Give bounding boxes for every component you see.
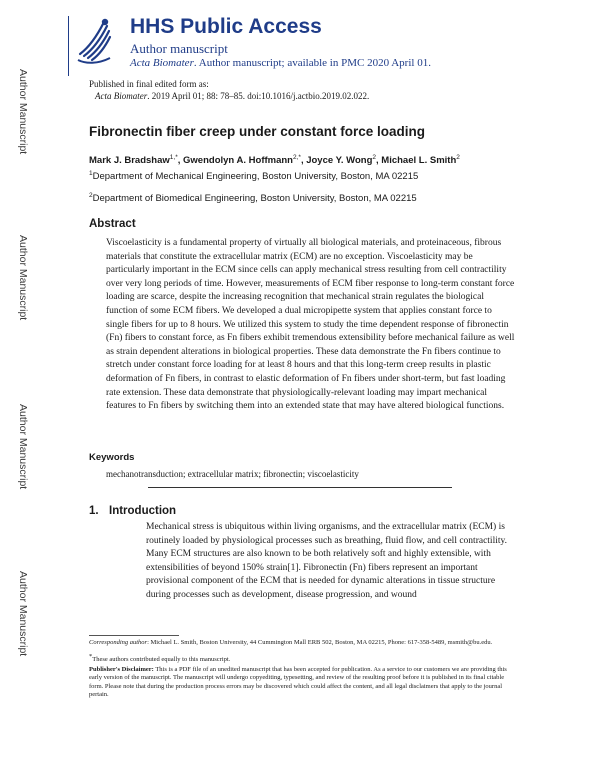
section-title: Introduction xyxy=(109,505,177,517)
author-list: Mark J. Bradshaw$^{1,*}$, Gwendolyn A. Hoffmann$^{2,*}$, Joyce Y. Wong$^2$, Michael L. Smith$^2$ xyxy=(89,153,460,166)
footnote-publisher-disclaimer: Publisher's Disclaimer: This is a PDF file of an unedited manuscript that has been accepted for publication. As a service to our customers we are providing this early version of the manuscript. The manuscript will undergo copyediting, typesetting, and review of the resulting proof before it is published in its final citable form. Please note that during the production process errors may be discovered which could affect the content, and all legal disclaimers that apply to the journal pertain. xyxy=(89,666,507,699)
author-sup: 2,* xyxy=(292,153,301,161)
journal-status: . Author manuscript; available in PMC 2020 April 01. xyxy=(193,57,431,69)
side-label-author-manuscript: Author Manuscript xyxy=(17,69,29,155)
citation-journal: Acta Biomater xyxy=(95,91,148,101)
author-sup: 1,* xyxy=(169,153,178,161)
hhs-eagle-icon xyxy=(74,14,114,66)
hhs-public-access-title: HHS Public Access xyxy=(130,15,322,38)
side-label-author-manuscript: Author Manuscript xyxy=(17,404,29,490)
introduction-heading xyxy=(89,505,176,517)
keywords-heading: Keywords xyxy=(89,452,135,463)
author-sup: 2 xyxy=(372,153,377,161)
affiliation: $^1$Department of Mechanical Engineering, Boston University, Boston, MA 02215 xyxy=(89,169,419,182)
section-number: 1. xyxy=(89,505,99,517)
author-name: Mark J. Bradshaw xyxy=(89,155,170,166)
published-label: Published in final edited form as: xyxy=(89,79,209,89)
citation xyxy=(95,91,369,101)
abstract-heading: Abstract xyxy=(89,218,136,230)
footnote-divider xyxy=(89,635,179,636)
journal-availability-line xyxy=(130,57,431,69)
article-title: Fibronectin fiber creep under constant force loading xyxy=(89,124,426,139)
author-sup: 2 xyxy=(456,153,460,161)
side-label-author-manuscript: Author Manuscript xyxy=(17,235,29,321)
introduction-text: Mechanical stress is ubiquitous within living organisms, and the extracellular matrix (ECM) is routinely loaded by physiological processes such as breathing, fluid flow, and cell contractility. Many ECM structures are also known to be both relatively soft and highly extensible, with extensibilities of beyond 150% strain[1]. Fibronectin (Fn) fibers represent an important provisional component of the ECM that is needed for dynamic alterations in tissue structure during processes such as development, disease progression, and wound xyxy=(146,522,507,600)
section-divider xyxy=(148,487,452,488)
header-divider xyxy=(68,16,69,76)
author-name: Joyce Y. Wong xyxy=(306,155,373,166)
footnote-corresponding-author: Corresponding author: Michael L. Smith, Boston University, 44 Cummington Mall ERB 502, Boston, MA 02215, Phone: 617-358-5489, msmith@bu.edu. xyxy=(89,639,493,646)
author-name: Gwendolyn A. Hoffmann xyxy=(183,155,293,166)
abstract-text: Viscoelasticity is a fundamental property of virtually all biological materials, and proteinaceous, fibrous materials that constitute the extracellular matrix (ECM) are no exception. Viscoelasticity may be particularly important in the ECM since cells can apply mechanical stress resulting from cell contractility over very long periods of time. However, measurements of ECM fiber response to long-term constant force loading are scarce, despite the increasing recognition that mechanical strain regulates the biological function of some ECM fibers. We developed a dual micropipette system that applies constant force to single fibers for up to 8 hours. We utilized this system to study the time dependent response of fibronectin (Fn) fibers to constant force, as Fn fibers exhibit tremendous extensibility before mechanical failure as well as strain dependent alterations in biological properties. These data demonstrate the Fn fibers continue to stretch under constant force loading for at least 8 hours and that this long-term creep results in plastic deformation of Fn fibers, in contrast to elastic deformation of Fn fibers under short-term, but fast loading rate extension. These data demonstrate that physiologically-relevant loading may impart mechanical features to Fn fibers by switching them into an extended state that may have altered biological functions. xyxy=(106,238,515,412)
journal-name: Acta Biomater xyxy=(130,57,194,69)
affiliation: $^2$Department of Biomedical Engineering, Boston University, Boston, MA 02215 xyxy=(89,191,417,204)
author-manuscript-subtitle: Author manuscript xyxy=(130,41,228,56)
keywords-text: mechanotransduction; extracellular matrix; fibronectin; viscoelasticity xyxy=(106,469,359,479)
footnote-equal-contribution: *These authors contributed equally to this manuscript. xyxy=(89,652,231,663)
author-name: Michael L. Smith xyxy=(381,155,457,166)
side-label-author-manuscript: Author Manuscript xyxy=(17,571,29,657)
citation-details: . 2019 April 01; 88: 78–85. doi:10.1016/j.actbio.2019.02.022. xyxy=(147,91,370,101)
